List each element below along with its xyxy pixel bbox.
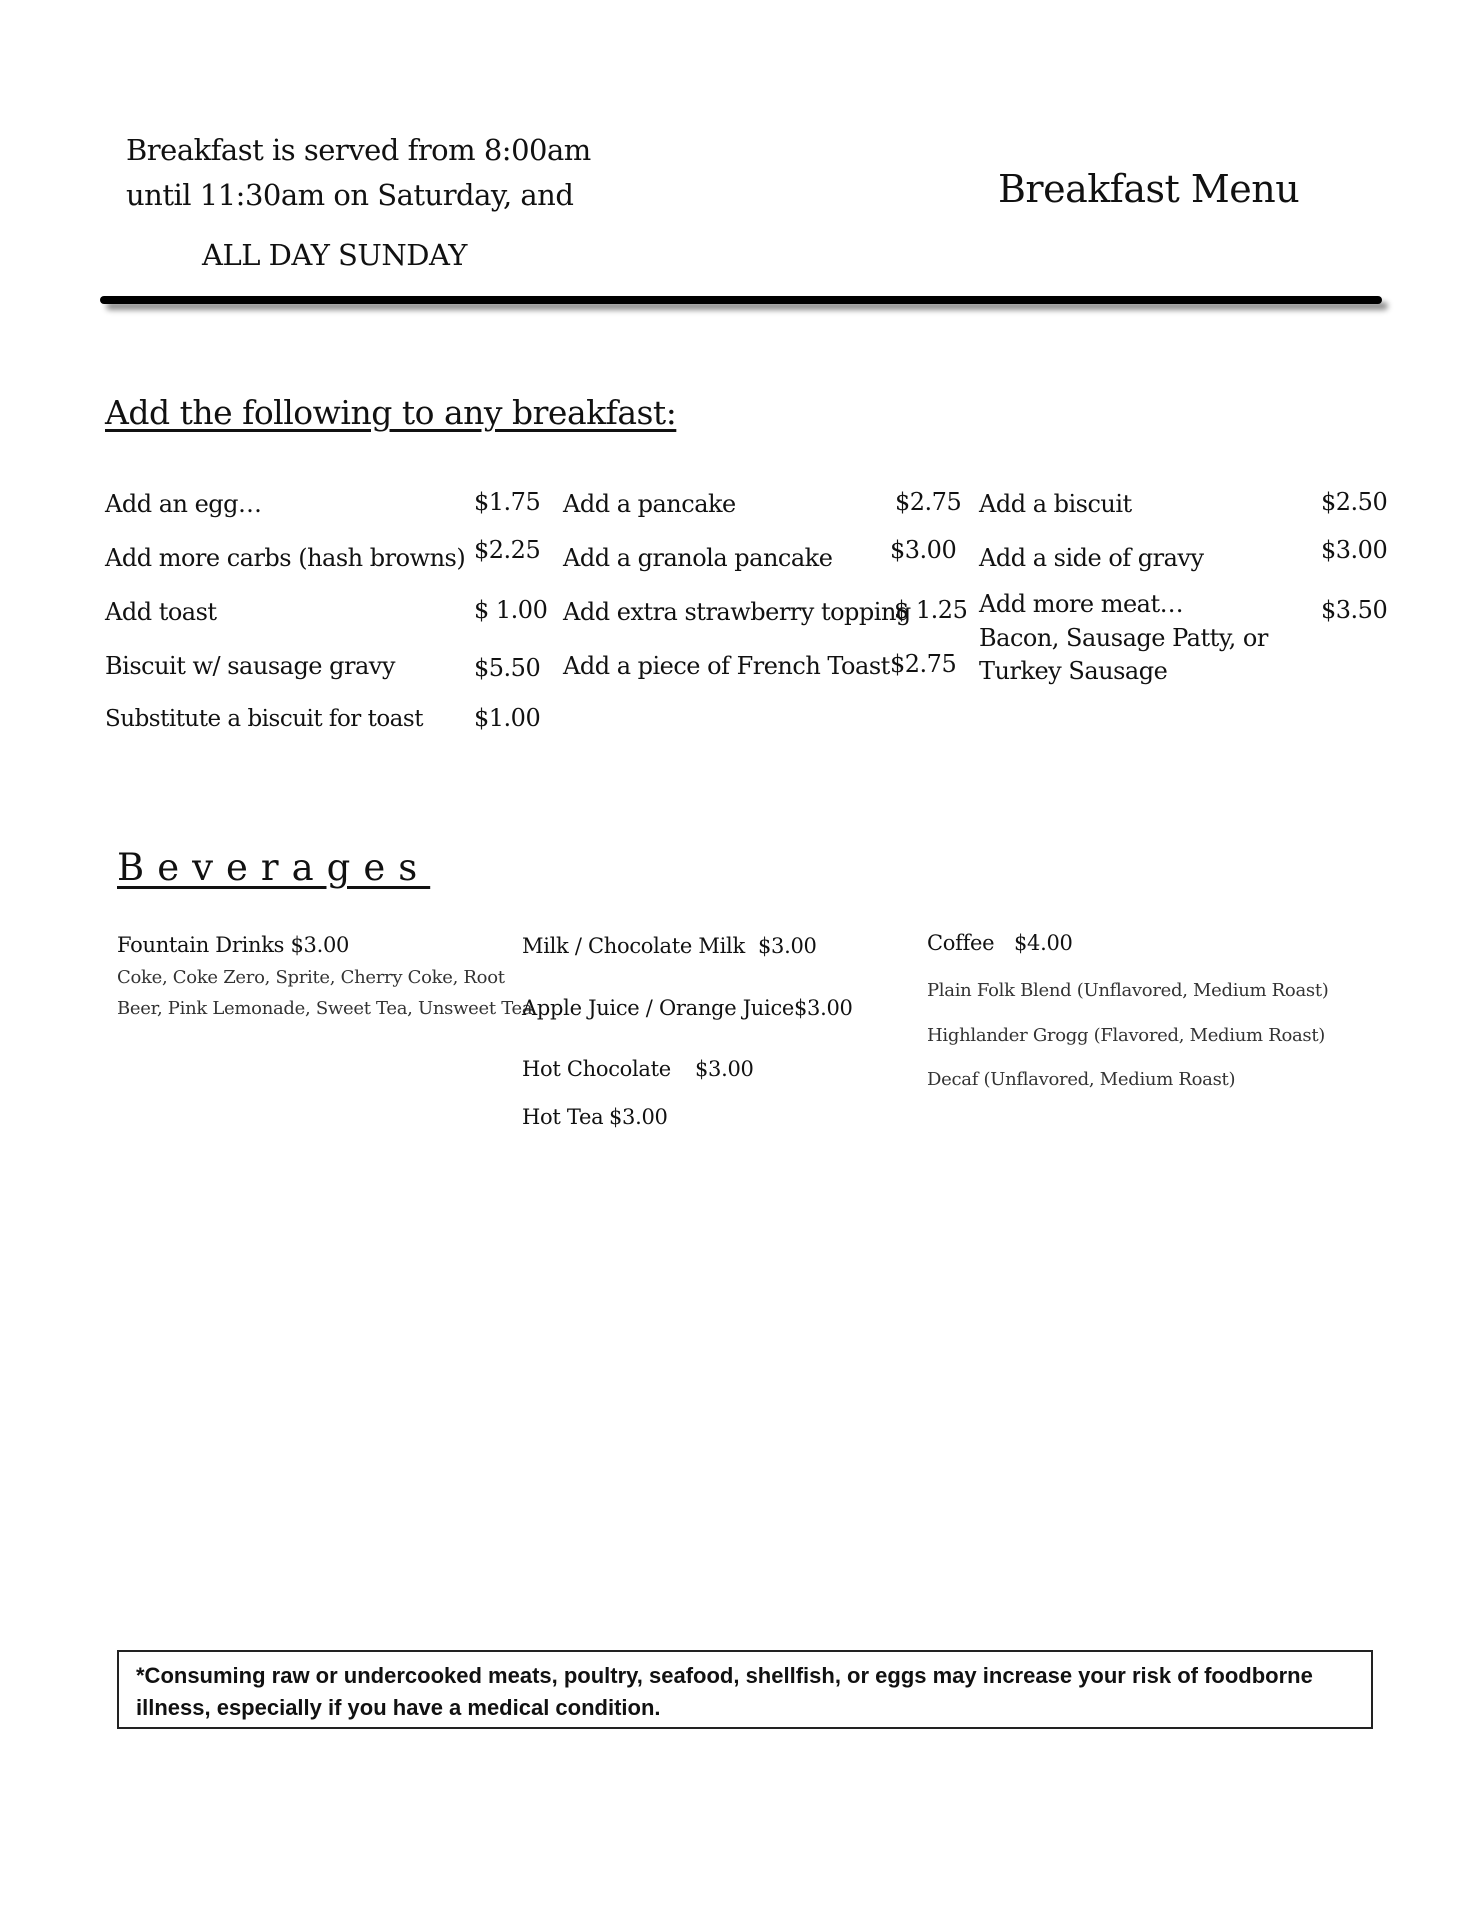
addon-item-price: $2.75 xyxy=(895,488,962,516)
header-divider xyxy=(100,296,1382,304)
coffee-name: Coffee xyxy=(927,931,995,955)
beverages-heading: Beverages xyxy=(117,846,431,889)
hours-line-3: ALL DAY SUNDAY xyxy=(202,238,467,272)
addons-heading: Add the following to any breakfast: xyxy=(105,393,677,432)
addon-item-name: Add a side of gravy xyxy=(979,544,1204,572)
addon-item-name: Add a biscuit xyxy=(979,490,1132,518)
disclaimer-text: *Consuming raw or undercooked meats, poultry, seafood, shellfish, or eggs may increase your risk of foodborne illness, especially if you have a medical condition. xyxy=(136,1663,1313,1720)
addon-item-price: $2.25 xyxy=(474,536,541,564)
addon-item-price: $ 1.25 xyxy=(894,596,968,624)
coffee-blend: Plain Folk Blend (Unflavored, Medium Roast) xyxy=(927,980,1329,1001)
page-title: Breakfast Menu xyxy=(998,167,1300,211)
addon-item-detail: Turkey Sausage xyxy=(979,657,1168,685)
beverage-price: $3.00 xyxy=(695,1057,754,1081)
addon-item-price: $1.75 xyxy=(474,488,541,516)
addon-item-name: Add more carbs (hash browns) xyxy=(105,544,466,572)
addon-item-name: Biscuit w/ sausage gravy xyxy=(105,652,395,680)
addon-item-name: Substitute a biscuit for toast xyxy=(105,706,423,732)
beverage-price: $3.00 xyxy=(609,1105,668,1129)
addon-item-name: Add more meat… xyxy=(979,590,1184,618)
disclaimer-box xyxy=(117,1650,1373,1729)
beverage-name: Milk / Chocolate Milk xyxy=(522,934,745,958)
addon-item-price: $5.50 xyxy=(474,654,541,682)
addon-item-price: $3.00 xyxy=(1321,536,1388,564)
addon-item-price: $3.50 xyxy=(1321,596,1388,624)
fountain-drinks-desc: Coke, Coke Zero, Sprite, Cherry Coke, Root xyxy=(117,967,505,988)
coffee-blend: Decaf (Unflavored, Medium Roast) xyxy=(927,1069,1236,1090)
hours-line-1: Breakfast is served from 8:00am xyxy=(126,133,591,167)
addon-item-price: $3.00 xyxy=(890,536,957,564)
addon-item-name: Add a pancake xyxy=(563,490,736,518)
beverage-price: $3.00 xyxy=(794,996,853,1020)
hours-line-2: until 11:30am on Saturday, and xyxy=(126,178,574,212)
beverage-name: Apple Juice / Orange Juice xyxy=(522,996,795,1020)
beverage-price: $3.00 xyxy=(758,934,817,958)
beverage-name: Hot Chocolate xyxy=(522,1057,671,1081)
fountain-drinks-label: Fountain Drinks $3.00 xyxy=(117,933,350,957)
fountain-drinks-desc: Beer, Pink Lemonade, Sweet Tea, Unsweet Tea xyxy=(117,998,533,1019)
addon-item-name: Add a piece of French Toast xyxy=(563,652,890,680)
addon-item-price: $2.75 xyxy=(890,650,957,678)
addon-item-name: Add an egg… xyxy=(105,490,262,518)
coffee-price: $4.00 xyxy=(1014,931,1073,955)
addon-item-price: $ 1.00 xyxy=(474,596,548,624)
addon-item-price: $1.00 xyxy=(474,704,541,732)
addon-item-price: $2.50 xyxy=(1321,488,1388,516)
addon-item-name: Add extra strawberry topping xyxy=(563,598,911,626)
addon-item-name: Add a granola pancake xyxy=(563,544,833,572)
coffee-blend: Highlander Grogg (Flavored, Medium Roast) xyxy=(927,1025,1326,1046)
addon-item-name: Add toast xyxy=(105,598,217,626)
addon-item-detail: Bacon, Sausage Patty, or xyxy=(979,624,1268,652)
beverage-name: Hot Tea xyxy=(522,1105,604,1129)
